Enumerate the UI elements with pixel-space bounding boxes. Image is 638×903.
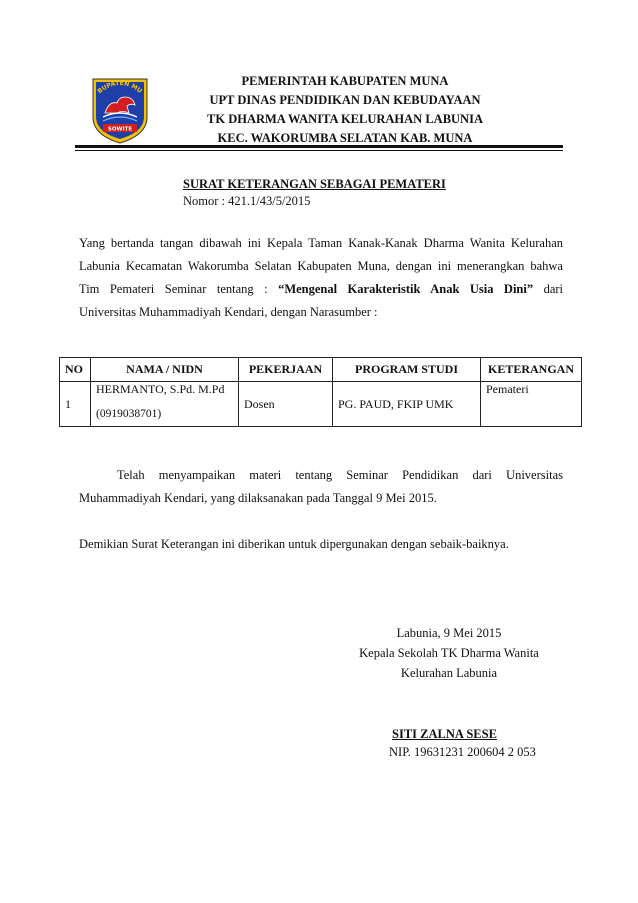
document-number: Nomor : 421.1/43/5/2015 [183,194,311,208]
signatory-nip: NIP. 19631231 200604 2 053 [389,745,536,759]
signature-position-2: Kelurahan Labunia [400,666,498,680]
letterhead-divider-thick [75,145,563,148]
speaker-name: HERMANTO, S.Pd. M.Pd [96,382,225,396]
closing-paragraph [79,533,563,556]
speaker-table [59,357,582,427]
cell-no: 1 [60,382,91,427]
intro-line: Yang bertanda tangan dibawah ini Kepala Taman Kanak-Kanak Dharma Wanita Kelurahan [79,236,563,250]
cell-program-studi: PG. PAUD, FKIP UMK [333,382,481,427]
column-header-no: NO [60,358,91,382]
column-header-pekerjaan: PEKERJAAN [239,358,333,382]
intro-topic-pre: Tim Pemateri Seminar tentang : [79,282,268,296]
letterhead-line: UPT DINAS PENDIDIKAN DAN KEBUDAYAAN [209,93,481,107]
letterhead [160,72,530,148]
letterhead-divider-thin [75,150,563,151]
document-title: SURAT KETERANGAN SEBAGAI PEMATERI [183,177,446,191]
logo-top-text: BUPATEN MU [96,79,144,96]
column-header-program-studi: PROGRAM STUDI [333,358,481,382]
body-line: Telah menyampaikan materi tentang Seminar Pendidikan dari Universitas [117,468,563,482]
speaker-nidn: (0919038701) [96,408,162,420]
letterhead-line: TK DHARMA WANITA KELURAHAN LABUNIA [207,112,483,126]
letterhead-line: KEC. WAKORUMBA SELATAN KAB. MUNA [217,131,473,145]
logo-bottom-text: SOWITE [107,126,133,133]
cell-keterangan: Pemateri [481,382,582,427]
signatory-name: SITI ZALNA SESE [392,727,497,741]
cell-nama [91,382,239,427]
signature-block [340,623,558,683]
intro-line: Labunia Kecamatan Wakorumba Selatan Kabupaten Muna, dengan ini menerangkan bahwa [79,259,563,273]
column-header-nama: NAMA / NIDN [91,358,239,382]
body-line: Muhammadiyah Kendari, yang dilaksanakan pada Tanggal 9 Mei 2015. [79,491,437,505]
cell-pekerjaan: Dosen [239,382,333,427]
intro-topic-post: dari [543,282,564,296]
regency-logo [89,73,151,145]
intro-paragraph [79,232,563,324]
signature-place-date: Labunia, 9 Mei 2015 [396,626,502,640]
signature-position: Kepala Sekolah TK Dharma Wanita [359,646,539,660]
letterhead-line: PEMERINTAH KABUPATEN MUNA [241,74,449,88]
intro-line: Universitas Muhammadiyah Kendari, dengan Narasumber : [79,305,378,319]
intro-line-topic [79,278,563,301]
table-row [60,382,582,427]
body-paragraph [79,464,563,510]
table-header-row [60,358,582,382]
column-header-keterangan: KETERANGAN [481,358,582,382]
seminar-topic: “Mengenal Karakteristik Anak Usia Dini” [278,282,534,296]
closing-line: Demikian Surat Keterangan ini diberikan untuk dipergunakan dengan sebaik-baiknya. [79,537,509,551]
